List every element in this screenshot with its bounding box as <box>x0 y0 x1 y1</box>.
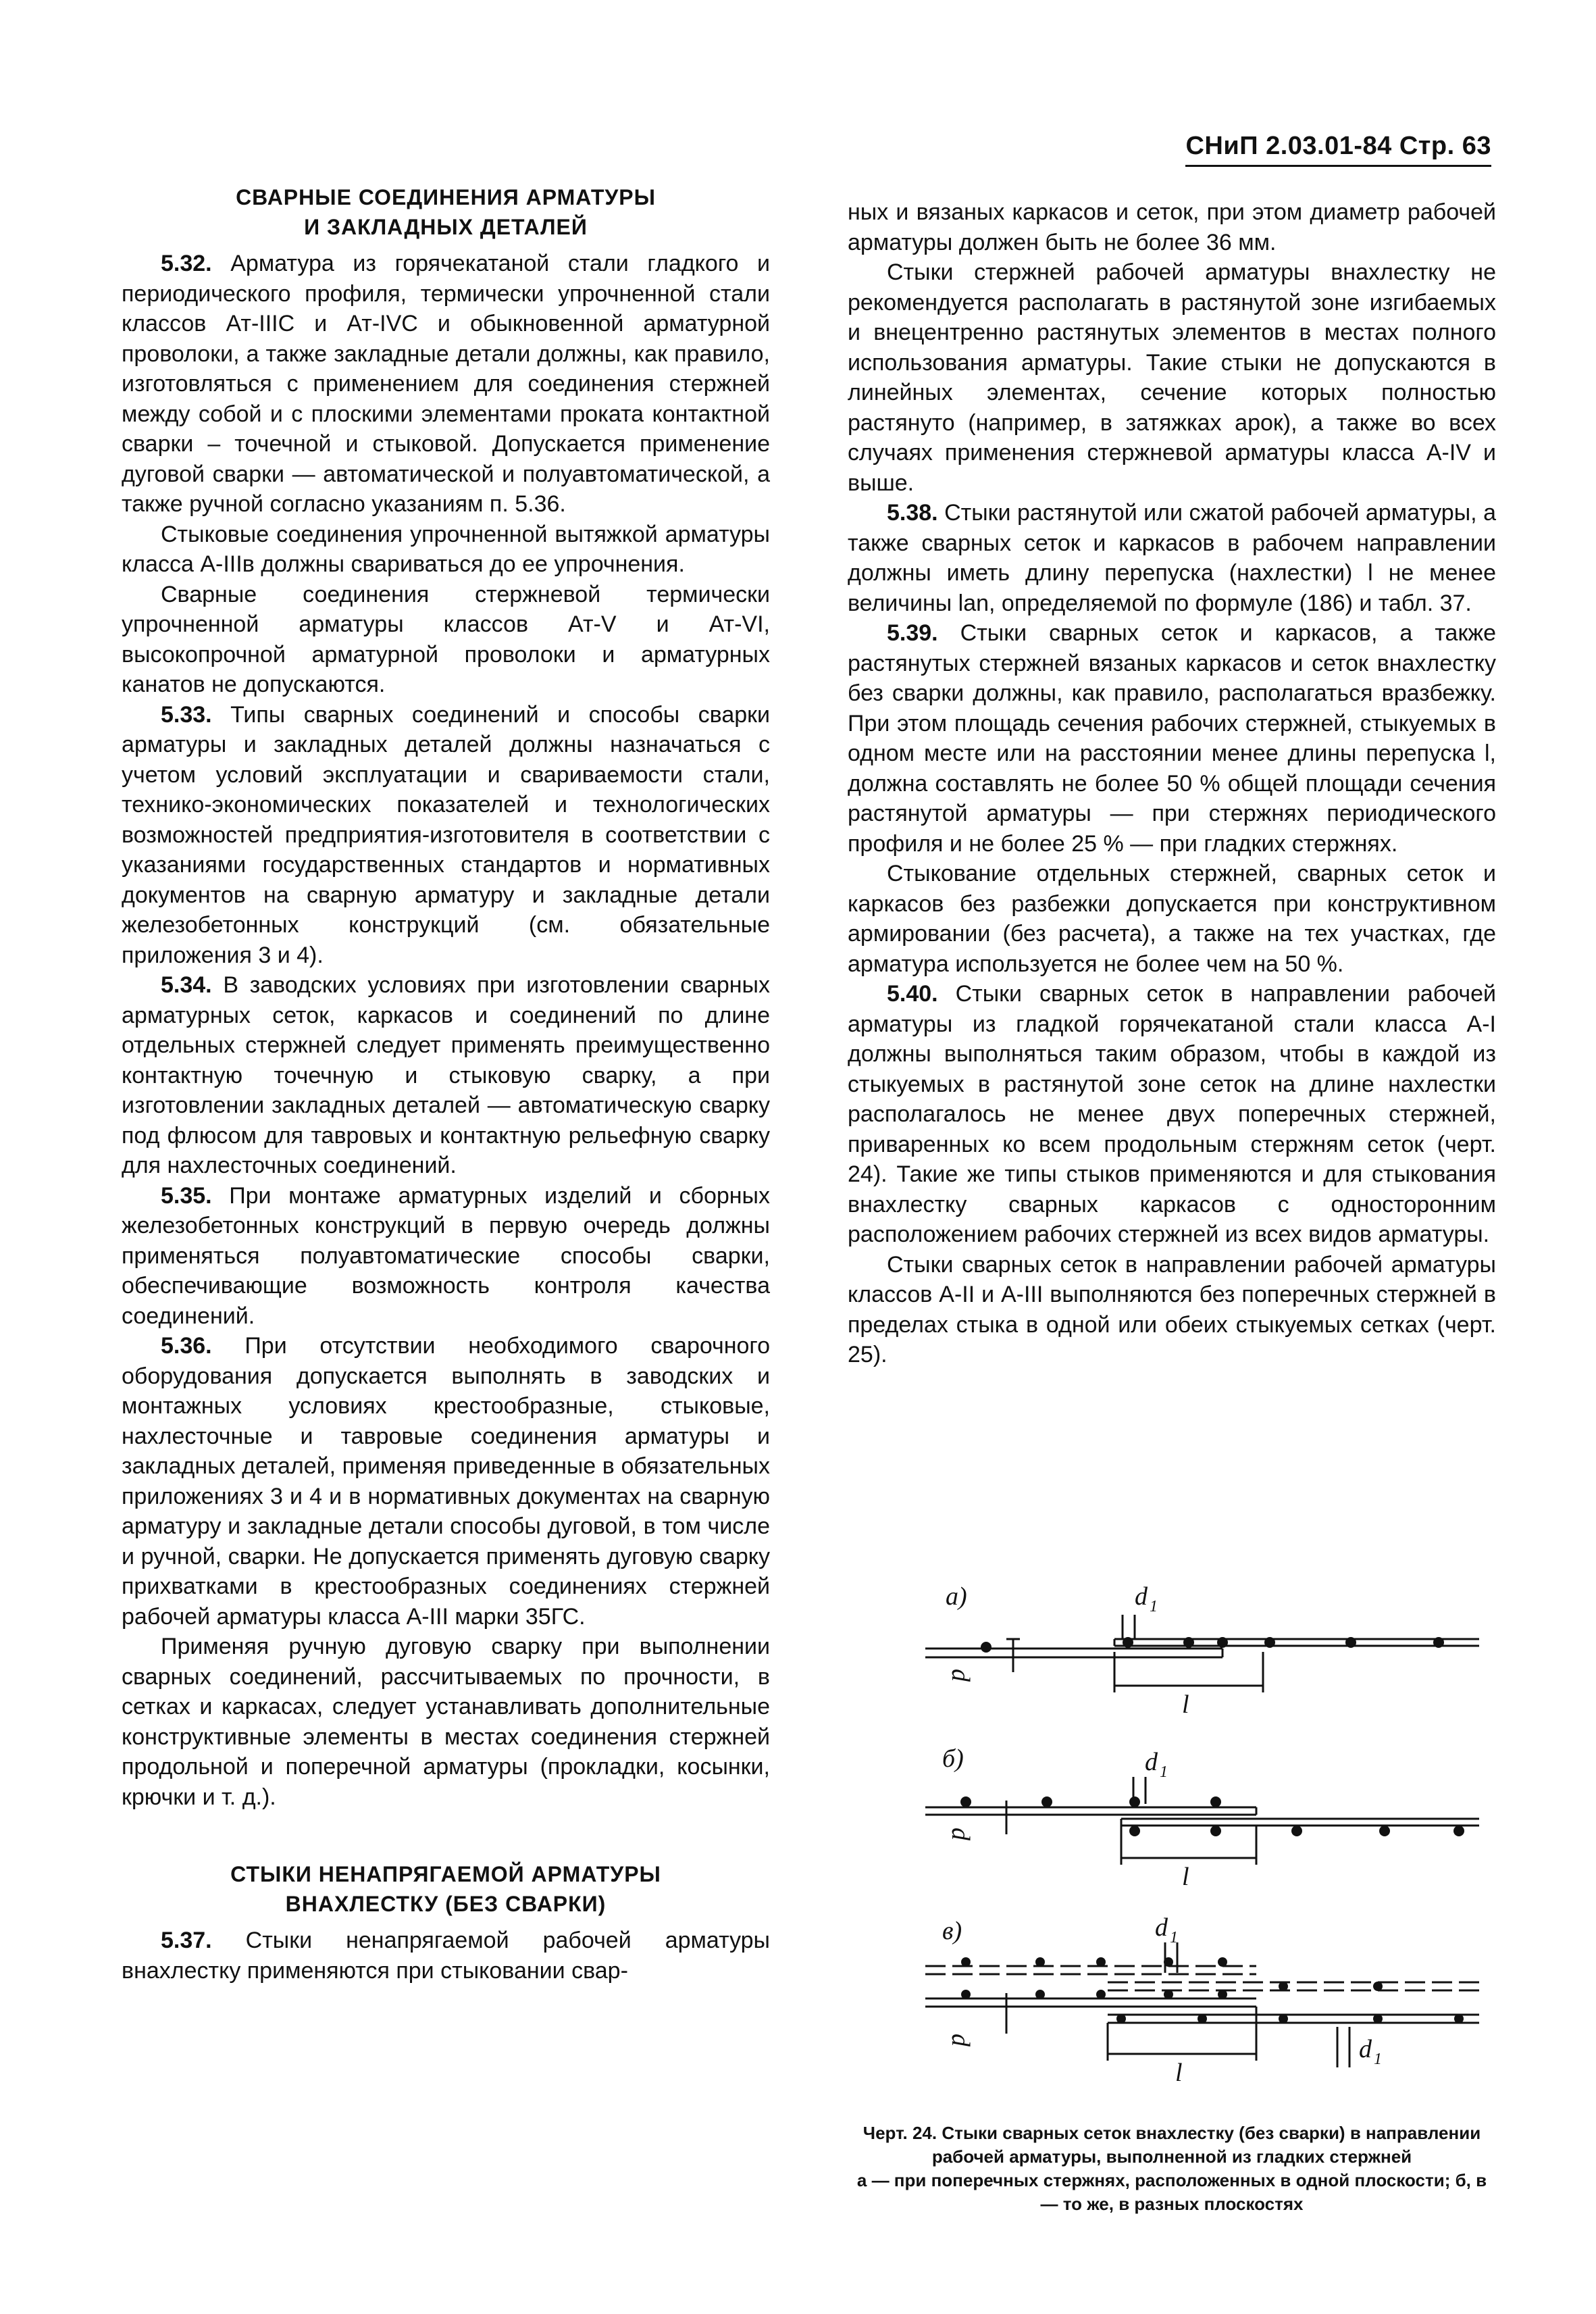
figure-dim-d1-sub-v: 1 <box>1170 1929 1178 1946</box>
left-column <box>122 182 770 1986</box>
paragraph-5-37-b: Стыки стержней рабочей арматуры внахлестку не рекомендуется располагать в растянутой зоне изгибаемых и внецентренно растянутых элементов в местах полного использования арматуры. Такие стыки не допускаются в линейных элементах, сечение которых полностью растянуто (например, в затяжках арок), а также во всех случаях применения стержневой арматуры класса А-IV и выше. <box>848 259 1496 496</box>
figure-24-drawing <box>905 1574 1499 2101</box>
diagram-b-bars <box>960 1796 1464 1836</box>
paragraph-5-33: 5.33. Типы сварных соединений и способы сварки арматуры и закладных деталей должны назначаться с учетом условий эксплуатации и свариваемости стали, технико-экономических показателей и технологических возможностей предприятия-изготовителя в соответствии с указаниями государственных стандартов и нормативных документов на сварную арматуру и закладные детали железобетонных конструкций (см. обязательные приложения 3 и 4). <box>122 701 771 968</box>
figure-dim-d1-b: d <box>1145 1748 1158 1776</box>
section-heading-welded: СВАРНЫЕ СОЕДИНЕНИЯ АРМАТУРЫ И ЗАКЛАДНЫХ ДЕТАЛЕЙ <box>236 185 656 239</box>
paragraph-5-32: 5.32. Арматура из горячекатаной стали гладкого и периодического профиля, термически упрочненной стали классов Ат-IIIС и Ат-IVС и обыкновенной арматурной проволоки, а также закладные детали должны, как правило, изготовляться с применением для соединения стержней между собой и с плоскими элементами проката контактной сварки – точечной и стыковой. Допускается применение дуговой сварки — автоматической и полуавтоматической, а также ручной согласно указаниям п. 5.36. <box>122 251 770 517</box>
figure-dim-l-v: l <box>1175 2059 1183 2087</box>
paragraph-5-32-b: Стыковые соединения упрочненной вытяжкой арматуры класса А-IIIв должны свариваться до ее упрочнения. <box>122 521 770 577</box>
paragraph-5-34: 5.34. В заводских условиях при изготовлении сварных арматурных сеток, каркасов и соединений по длине отдельных стержней следует применять преимущественно контактную точечную и стыковую сварку, а при изготовлении закладных деталей — автоматическую сварку под флюсом для тавровых и контактную рельефную сварку для нахлесточных соединений. <box>122 972 770 1178</box>
paragraph-5-37-cont: ных и вязаных каркасов и сеток, при этом диаметр рабочей арматуры должен быть не более 36 мм. <box>848 199 1496 255</box>
figure-dim-d1-sub-b: 1 <box>1160 1763 1168 1781</box>
figure-label-a: а) <box>946 1582 967 1611</box>
paragraph-5-36-b: Применяя ручную дуговую сварку при выполнении сварных соединений, рассчитываемых по прочности, в сетках и каркасах, следует устанавливать дополнительные конструктивные элементы в местах соединения стержней продольной и поперечной арматуры (прокладки, косынки, крючки и т. д.). <box>122 1634 770 1810</box>
figure-label-b: б) <box>942 1744 964 1773</box>
figure-dim-d1-sub-v2: 1 <box>1374 2051 1382 2068</box>
caption-line-1: Черт. 24. Стыки сварных сеток внахлестку (без сварки) в направлении рабочей арматуры, выполненной из гладких стержней <box>863 2123 1481 2167</box>
figure-dim-d1-sub-a: 1 <box>1150 1598 1158 1615</box>
right-column <box>848 197 1496 1370</box>
page-header: СНиП 2.03.01-84 Стр. 63 <box>1185 132 1491 167</box>
paragraph-5-35: 5.35. При монтаже арматурных изделий и сборных железобетонных конструкций в первую очередь должны применяться полуавтоматические способы сварки, обеспечивающие возможность контроля качества соединений. <box>122 1182 770 1329</box>
paragraph-5-40: 5.40. Стыки сварных сеток в направлении рабочей арматуры из гладкой горячекатаной стали класса А-I должны выполняться таким образом, чтобы в каждой из стыкуемых в растянутой зоне сеток на длине нахлестки располагалось не менее двух поперечных стержней, приваренных ко всем продольным стержням сеток (черт. 24). Такие же типы стыков применяются и для стыкования внахлестку сварных каркасов с односторонним расположением рабочих стержней из всех видов арматуры. <box>848 981 1497 1247</box>
figure-dim-l-b: l <box>1182 1863 1189 1891</box>
figure-dim-d1-a: d <box>1135 1582 1148 1611</box>
paragraph-5-37: 5.37. Стыки ненапрягаемой рабочей арматуры внахлестку применяются при стыковании свар- <box>122 1928 770 1984</box>
paragraph-5-32-c: Сварные соединения стержневой термически упрочненной арматуры классов Ат-V и Ат-VI, высокопрочной арматурной проволоки и арматурных канатов не допускаются. <box>122 581 770 697</box>
section-heading-lap-joints: СТЫКИ НЕНАПРЯГАЕМОЙ АРМАТУРЫ ВНАХЛЕСТКУ (БЕЗ СВАРКИ) <box>230 1862 661 1916</box>
diagram-a <box>925 1615 1479 1692</box>
paragraph-5-38: 5.38. Стыки растянутой или сжатой рабочей арматуры, а также сварных сеток и каркасов в рабочем направлении должны иметь длину перепуска (нахлестки) l не менее величины lan, определяемой по формуле (186) и табл. 37. <box>848 500 1496 616</box>
figure-dim-d-b: d <box>946 1828 975 1840</box>
diagram-v <box>925 1942 1479 2067</box>
paragraph-5-39-b: Стыкование отдельных стержней, сварных сеток и каркасов без разбежки допускается при конструктивном армировании (без расчета), а также на тех участках, где арматура используется не более чем на 50 %. <box>848 861 1496 977</box>
paragraph-5-40-b: Стыки сварных сеток в направлении рабочей арматуры классов А-II и А-III выполняются без поперечных стержней в пределах стыка в одной или обеих стыкуемых сетках (черт. 25). <box>848 1251 1496 1367</box>
diagram-b <box>925 1777 1479 1865</box>
paragraph-5-36: 5.36. При отсутствии необходимого сварочного оборудования допускается выполнять в заводских и монтажных условиях крестообразные, стыковые, нахлесточные и тавровые соединения арматуры и закладных деталей, применяя приведенные в обязательных приложениях 3 и 4 и в нормативных документах на сварную арматуру и закладные детали способы дуговой, в том числе и ручной, сварки. Не допускается применять дуговую сварку прихватками в крестообразных соединениях стержней рабочей арматуры класса А-III марки 35ГС. <box>122 1333 770 1630</box>
figure-dim-d-a: d <box>946 1669 975 1682</box>
figure-label-v: в) <box>942 1917 962 1945</box>
figure-dim-d1-v2: d <box>1359 2035 1372 2063</box>
figure-dim-l-a: l <box>1182 1690 1189 1719</box>
figure-24-caption <box>848 2121 1496 2216</box>
figure-dim-d-v: d <box>946 2034 975 2046</box>
figure-dim-d1-v: d <box>1155 1913 1168 1942</box>
paragraph-5-39: 5.39. Стыки сварных сеток и каркасов, а также растянутых стержней вязаных каркасов и сеток внахлестку без сварки должны, как правило, располагаться вразбежку. При этом площадь сечения рабочих стержней, стыкуемых в одном месте или на расстоянии менее длины перепуска l, должна составлять не более 50 % общей площади сечения растянутой арматуры — при стержнях периодического профиля и не более 25 % — при гладких стержнях. <box>848 620 1496 857</box>
caption-line-2: а — при поперечных стержнях, расположенных в одной плоскости; б, в — то же, в разных плоскостях <box>856 2170 1487 2214</box>
